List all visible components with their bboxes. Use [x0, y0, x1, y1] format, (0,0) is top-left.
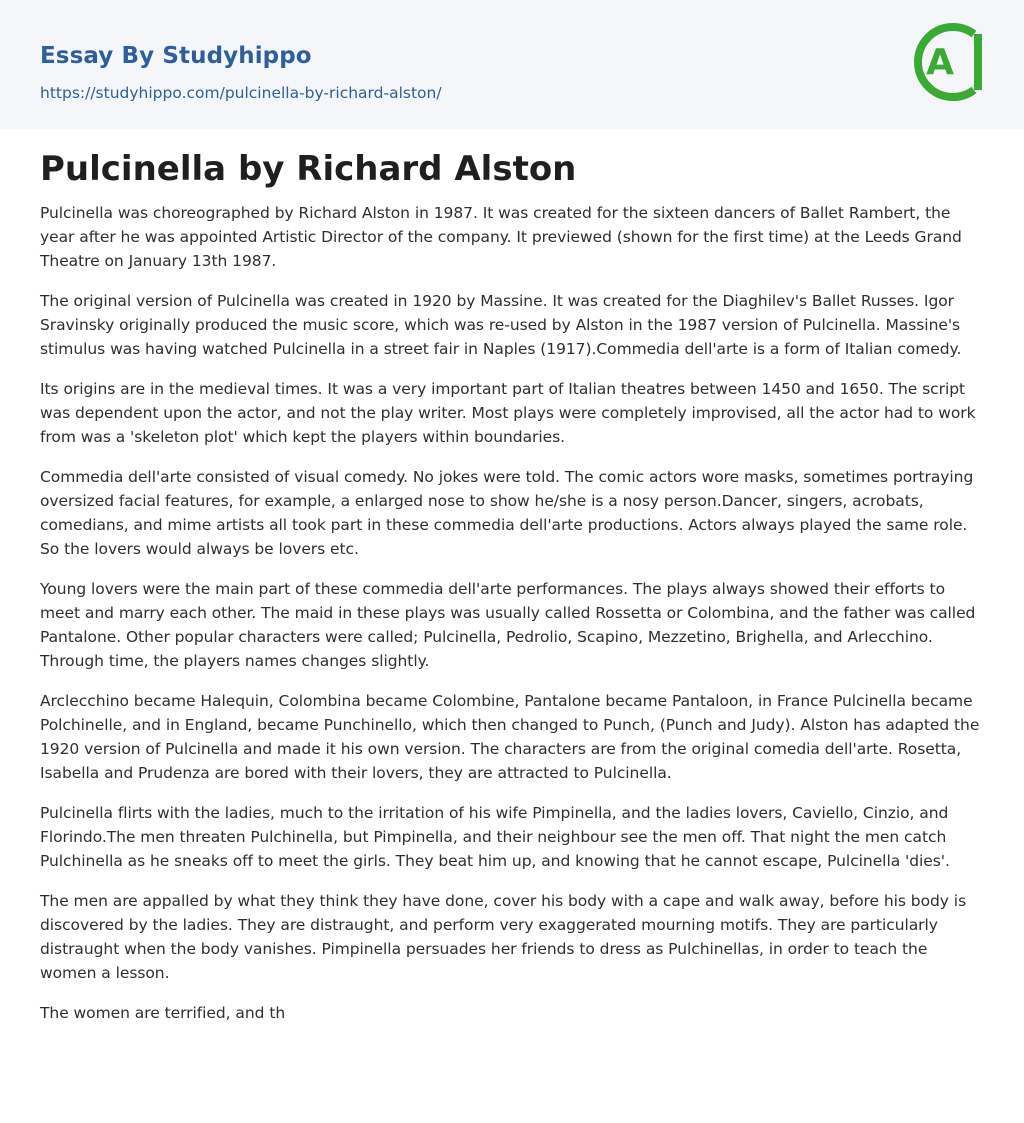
- article-title: Pulcinella by Richard Alston: [40, 149, 577, 189]
- article-paragraph: Arclecchino became Halequin, Colombina became Colombine, Pantalone became Pantaloon, in France Pulcinella became Polchinelle, and in England, became Punchinello, which then changed to Punch, (Punch and Judy). Alston has adapted the 1920 version of Pulcinella and made it his own version. The characters are from the original comedia dell'arte. Rosetta, Isabella and Prudenza are bored with their lovers, they are attracted to Pulcinella.: [40, 692, 980, 782]
- article-paragraph: The women are terrified, and th: [40, 1004, 286, 1022]
- article-paragraphs: [40, 201, 984, 1025]
- article-paragraph: Commedia dell'arte consisted of visual comedy. No jokes were told. The comic actors wore masks, sometimes portraying oversized facial features, for example, a enlarged nose to show he/she is a nosy person.Dancer, singers, acrobats, comedians, and mime artists all took part in these commedia dell'arte productions. Actors always played the same role. So the lovers would always be lovers etc.: [40, 468, 974, 558]
- article-paragraph: Pulcinella was choreographed by Richard Alston in 1987. It was created for the sixteen dancers of Ballet Rambert, the year after he was appointed Artistic Director of the company. It previewed (shown for the first time) at the Leeds Grand Theatre on January 13th 1987.: [40, 204, 962, 270]
- site-brand[interactable]: Essay By Studyhippo: [40, 43, 312, 69]
- studyhippo-logo-icon[interactable]: [912, 20, 986, 104]
- article-paragraph: The original version of Pulcinella was created in 1920 by Massine. It was created for the Diaghilev's Ballet Russes. Igor Sravinsky originally produced the music score, which was re-used by Alston in the 1987 version of Pulcinella. Massine's stimulus was having watched Pulcinella in a street fair in Naples (1917).Commedia dell'arte is a form of Italian comedy.: [40, 292, 962, 358]
- article-body: [0, 129, 1024, 1025]
- site-header: [0, 0, 1024, 129]
- logo-letter: A: [926, 42, 954, 83]
- article-url-link[interactable]: https://studyhippo.com/pulcinella-by-richard-alston/: [40, 84, 442, 102]
- article-paragraph: The men are appalled by what they think they have done, cover his body with a cape and walk away, before his body is discovered by the ladies. They are distraught, and perform very exaggerated mourning motifs. They are particularly distraught when the body vanishes. Pimpinella persuades her friends to dress as Pulchinellas, in order to teach the women a lesson.: [40, 892, 967, 982]
- article-paragraph: Its origins are in the medieval times. It was a very important part of Italian theatres between 1450 and 1650. The script was dependent upon the actor, and not the play writer. Most plays were completely improvised, all the actor had to work from was a 'skeleton plot' which kept the players within boundaries.: [40, 380, 976, 446]
- article-paragraph: Pulcinella flirts with the ladies, much to the irritation of his wife Pimpinella, and the ladies lovers, Caviello, Cinzio, and Florindo.The men threaten Pulchinella, but Pimpinella, and their neighbour see the men off. That night the men catch Pulchinella as he sneaks off to meet the girls. They beat him up, and knowing that he cannot escape, Pulcinella 'dies'.: [40, 804, 950, 870]
- article-paragraph: Young lovers were the main part of these commedia dell'arte performances. The plays always showed their efforts to meet and marry each other. The maid in these plays was usually called Rossetta or Colombina, and the father was called Pantalone. Other popular characters were called; Pulcinella, Pedrolio, Scapino, Mezzetino, Brighella, and Arlecchino. Through time, the players names changes slightly.: [40, 580, 976, 670]
